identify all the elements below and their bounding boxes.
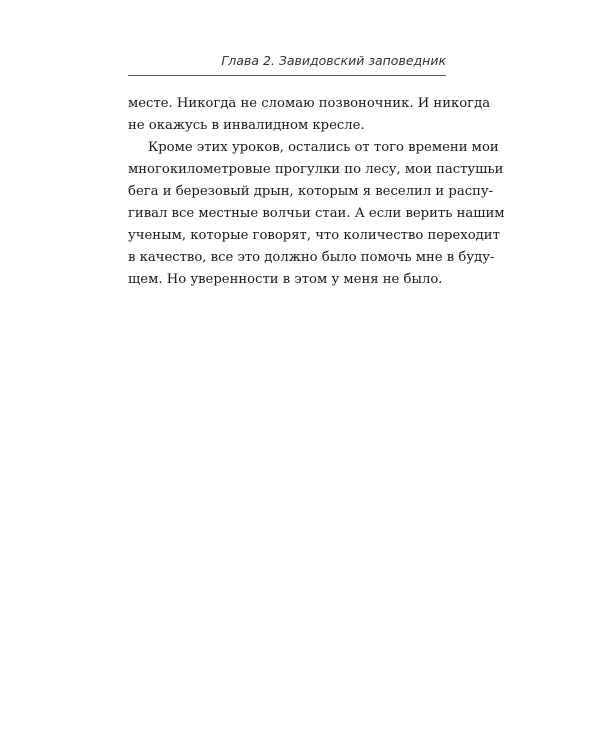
- text-line: ученым, которые говорят, что количество переходит: [128, 228, 500, 243]
- text-line: бега и березовый дрын, которым я веселил и распу-: [128, 184, 494, 199]
- text-line: месте. Никогда не сломаю позвоночник. И никогда: [128, 96, 491, 111]
- running-header: Глава 2. Завидовский заповедник: [221, 53, 446, 68]
- text-line: Кроме этих уроков, остались от того времени мои: [148, 140, 499, 155]
- text-line: многокилометровые прогулки по лесу, мои пастушьи: [128, 162, 504, 177]
- text-line: в качество, все это должно было помочь мне в буду-: [128, 250, 495, 265]
- text-line: гивал все местные волчьи стаи. А если верить нашим: [128, 206, 505, 221]
- paragraph-2: [128, 137, 505, 291]
- text-line: щем. Но уверенности в этом у меня не было.: [128, 272, 443, 287]
- header-divider: [128, 75, 446, 76]
- body-text: [128, 93, 505, 291]
- paragraph-1: [128, 93, 491, 137]
- text-line: не окажусь в инвалидном кресле.: [128, 118, 365, 133]
